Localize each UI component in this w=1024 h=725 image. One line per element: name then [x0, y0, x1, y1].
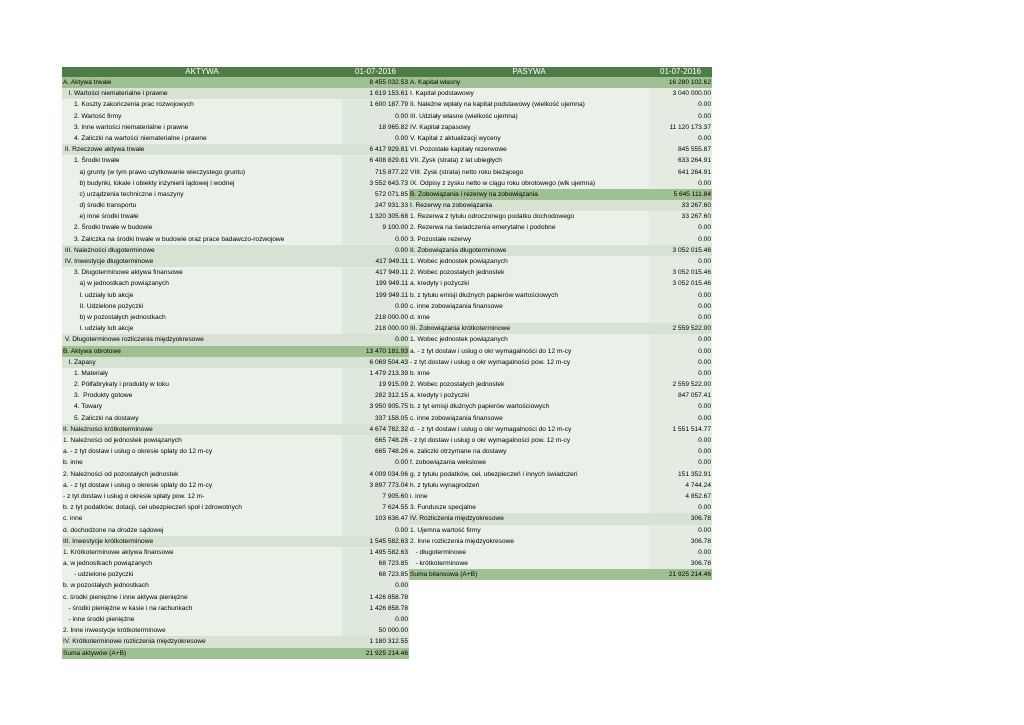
- aktywa-value: 1 320 305.68: [342, 211, 409, 222]
- aktywa-value: 1 600 187.79: [342, 99, 409, 110]
- aktywa-value: 6 069 504.43: [342, 357, 409, 368]
- aktywa-row: [62, 513, 409, 524]
- pasywa-row: [409, 267, 712, 278]
- pasywa-row: [409, 278, 712, 289]
- pasywa-value: 845 555.87: [649, 144, 712, 155]
- pasywa-value: 0.00: [649, 401, 712, 412]
- pasywa-value: 0.00: [649, 547, 712, 558]
- aktywa-row: [62, 491, 409, 502]
- aktywa-label: II. Należności krótkoterminowe: [62, 424, 342, 435]
- pasywa-row: [409, 88, 712, 99]
- aktywa-value: 3 950 905.75: [342, 401, 409, 412]
- aktywa-value: 0.00: [342, 133, 409, 144]
- aktywa-row: [62, 334, 409, 345]
- pasywa-label: - z tyt dostaw i usług o okr wymagalności pow. 12 m-cy: [409, 357, 649, 368]
- aktywa-label: I. Zapasy: [62, 357, 342, 368]
- aktywa-label: c. inne: [62, 513, 342, 524]
- aktywa-row: [62, 569, 409, 580]
- pasywa-row: [409, 413, 712, 424]
- aktywa-row: [62, 580, 409, 591]
- pasywa-label: VII. Zysk (strata) z lat ubiegłych: [409, 155, 649, 166]
- pasywa-value: 33 267.60: [649, 211, 712, 222]
- aktywa-row: [62, 267, 409, 278]
- pasywa-label: f. zobowiązania wekslowe: [409, 457, 649, 468]
- pasywa-label: 3. Fundusze specjalne: [409, 502, 649, 513]
- aktywa-label: 2. Środki trwałe w budowie: [62, 222, 342, 233]
- pasywa-row: [409, 390, 712, 401]
- pasywa-value: 2 559 522.00: [649, 379, 712, 390]
- pasywa-value: 0.00: [649, 368, 712, 379]
- aktywa-label: I. udziały lub akcje: [62, 323, 342, 334]
- aktywa-row: [62, 390, 409, 401]
- pasywa-row: [409, 368, 712, 379]
- pasywa-value: 2 559 522.00: [649, 323, 712, 334]
- aktywa-value: 1 495 582.63: [342, 547, 409, 558]
- aktywa-value: 0.00: [342, 614, 409, 625]
- pasywa-row: [409, 290, 712, 301]
- pasywa-label: g. z tytułu podatków, ceł, ubezpieczeń i innych świadczeń: [409, 469, 649, 480]
- aktywa-row: [62, 614, 409, 625]
- pasywa-row: [409, 457, 712, 468]
- pasywa-label: 2. Rezerwa na świadczenia emerytalne i podobne: [409, 222, 649, 233]
- pasywa-row: [409, 167, 712, 178]
- aktywa-row: [62, 424, 409, 435]
- aktywa-row: [62, 592, 409, 603]
- pasywa-value: 4 744.24: [649, 480, 712, 491]
- pasywa-row: [409, 234, 712, 245]
- aktywa-label: 3. Produkty gotowe: [62, 390, 342, 401]
- pasywa-value: 0.00: [649, 525, 712, 536]
- aktywa-row: [62, 111, 409, 122]
- aktywa-row: [62, 413, 409, 424]
- pasywa-value: 0.00: [649, 435, 712, 446]
- pasywa-value: 3 052 015.46: [649, 278, 712, 289]
- aktywa-label: 4. Zaliczki na wartości niematerialne i prawne: [62, 133, 342, 144]
- aktywa-label: 4. Towary: [62, 401, 342, 412]
- pasywa-row: [409, 222, 712, 233]
- aktywa-row: [62, 312, 409, 323]
- pasywa-label: Suma bilansowa (A+B): [409, 569, 649, 580]
- pasywa-label: II. Zobowiązania długoterminowe: [409, 245, 649, 256]
- aktywa-value: 6 408 829.81: [342, 155, 409, 166]
- pasywa-row: [409, 111, 712, 122]
- aktywa-row: [62, 525, 409, 536]
- aktywa-label: c. środki pieniężne i inne aktywa pieniężne: [62, 592, 342, 603]
- aktywa-label: b) budynki, lokale i obiekty inżynierii lądowej i wodnej: [62, 178, 342, 189]
- pasywa-value: 0.00: [649, 502, 712, 513]
- aktywa-row: [62, 301, 409, 312]
- aktywa-value: 572 071.85: [342, 189, 409, 200]
- pasywa-row: [409, 200, 712, 211]
- pasywa-value: 3 052 015.46: [649, 267, 712, 278]
- pasywa-row: [409, 301, 712, 312]
- aktywa-label: 2. Inne inwestycje krótkoterminowe: [62, 625, 342, 636]
- aktywa-value: 715 877.22: [342, 167, 409, 178]
- pasywa-value: 641 264.91: [649, 167, 712, 178]
- aktywa-label: - udzielone pożyczki: [62, 569, 342, 580]
- aktywa-label: b. z tyt podatków, dotacji, ceł ubezpieczeń społ i zdrowotnych: [62, 502, 342, 513]
- pasywa-row: [409, 178, 712, 189]
- aktywa-value: 0.00: [342, 580, 409, 591]
- pasywa-label: I. Rezerwy na zobowiązania: [409, 200, 649, 211]
- pasywa-row: [409, 155, 712, 166]
- aktywa-row: [62, 346, 409, 357]
- aktywa-row: [62, 401, 409, 412]
- aktywa-label: II. Rzeczowe aktywa trwałe: [62, 144, 342, 155]
- aktywa-value: 8 455 032.53: [342, 77, 409, 88]
- aktywa-value: 1 426 858.78: [342, 603, 409, 614]
- aktywa-label: e) inne środki trwałe: [62, 211, 342, 222]
- pasywa-label: 1. Wobec jednostek powiązanych: [409, 256, 649, 267]
- aktywa-label: III. Należności długoterminowe: [62, 245, 342, 256]
- pasywa-value: 0.00: [649, 457, 712, 468]
- aktywa-label: I. udziały lub akcje: [62, 290, 342, 301]
- aktywa-value: 68 723.85: [342, 558, 409, 569]
- aktywa-label: a) grunty (w tym prawo uzytkowanie wieczystego gruntu): [62, 167, 342, 178]
- pasywa-label: 2. Wobec pozostałych jednostek: [409, 379, 649, 390]
- aktywa-label: I. Wartości niematerialne i prawne: [62, 88, 342, 99]
- pasywa-value: 0.00: [649, 346, 712, 357]
- pasywa-value: 151 352.91: [649, 469, 712, 480]
- aktywa-label: 2. Półfabrykaty i produkty w toku: [62, 379, 342, 390]
- pasywa-value: 1 551 514.77: [649, 424, 712, 435]
- aktywa-label: Suma aktywów (A+B): [62, 648, 342, 659]
- pasywa-label: B. Zobowiązania i rezerwy na zobowiązania: [409, 189, 649, 200]
- aktywa-label: a. w jednostkach powiązanych: [62, 558, 342, 569]
- aktywa-value: 199 949.11: [342, 278, 409, 289]
- pasywa-row: [409, 77, 712, 88]
- aktywa-row: [62, 457, 409, 468]
- aktywa-label: 3. Inne wartości niematerialne i prawne: [62, 122, 342, 133]
- aktywa-row: [62, 133, 409, 144]
- aktywa-value: 282 312.15: [342, 390, 409, 401]
- pasywa-row: [409, 312, 712, 323]
- aktywa-label: a) w jednostkach powiązanych: [62, 278, 342, 289]
- pasywa-label: a. - z tyt dostaw i usług o okr wymagalności do 12 m-cy: [409, 346, 649, 357]
- aktywa-row: [62, 211, 409, 222]
- aktywa-label: A. Aktywa trwałe: [62, 77, 342, 88]
- pasywa-value: 5 645 111.84: [649, 189, 712, 200]
- aktywa-value: 218 000.00: [342, 323, 409, 334]
- aktywa-row: [62, 155, 409, 166]
- pasywa-row: [409, 491, 712, 502]
- pasywa-row: [409, 346, 712, 357]
- aktywa-value: 247 931.33: [342, 200, 409, 211]
- aktywa-value: 0.00: [342, 111, 409, 122]
- pasywa-label: A. Kapitał własny: [409, 77, 649, 88]
- aktywa-label: - inne środki pieniężne: [62, 614, 342, 625]
- aktywa-row: [62, 469, 409, 480]
- pasywa-value: 0.00: [649, 111, 712, 122]
- aktywa-label: 1. Środki trwałe: [62, 155, 342, 166]
- aktywa-value: 3 897 773.04: [342, 480, 409, 491]
- pasywa-value: 21 925 214.46: [649, 569, 712, 580]
- aktywa-label: 3. Zaliczka na środki trwałe w budowie oraz prace badawczo-rozwojowe: [62, 234, 342, 245]
- aktywa-label: 3. Długoterminowe aktywa finansowe: [62, 267, 342, 278]
- pasywa-row: [409, 99, 712, 110]
- aktywa-value: 103 636.47: [342, 513, 409, 524]
- aktywa-value: 199 949.11: [342, 290, 409, 301]
- pasywa-value: 633 264.91: [649, 155, 712, 166]
- pasywa-value: 306.78: [649, 513, 712, 524]
- pasywa-row: [409, 323, 712, 334]
- aktywa-label: - z tyt dostaw i usług o okresie spłaty pow. 12 m-: [62, 491, 342, 502]
- aktywa-value: 4 009 034.06: [342, 469, 409, 480]
- aktywa-label: IV. Inwestycje długoterminowe: [62, 256, 342, 267]
- aktywa-label: a. - z tyt dostaw i usług o okresie spłaty do 12 m-cy: [62, 446, 342, 457]
- aktywa-row: [62, 648, 409, 659]
- pasywa-value: 0.00: [649, 256, 712, 267]
- pasywa-value: 0.00: [649, 99, 712, 110]
- pasywa-value: 0.00: [649, 133, 712, 144]
- pasywa-value: 0.00: [649, 446, 712, 457]
- aktywa-label: III. Inwestycje krótkoterminowe: [62, 536, 342, 547]
- balance-sheet: [62, 67, 712, 659]
- pasywa-label: IV. Rozliczenia międzyokresowe: [409, 513, 649, 524]
- aktywa-row: [62, 144, 409, 155]
- pasywa-label: h. z tytułu wynagrodzeń: [409, 480, 649, 491]
- aktywa-row: [62, 547, 409, 558]
- pasywa-row: [409, 133, 712, 144]
- aktywa-value: 0.00: [342, 301, 409, 312]
- aktywa-label: B. Aktywa obrotowe: [62, 346, 342, 357]
- pasywa-label: 3. Pozostałe rezerwy: [409, 234, 649, 245]
- aktywa-column: [62, 77, 409, 659]
- pasywa-label: a. kredyty i pożyczki: [409, 278, 649, 289]
- pasywa-value: 11 120 173.37: [649, 122, 712, 133]
- pasywa-label: III. Udziały własne (wielkość ujemna): [409, 111, 649, 122]
- aktywa-value: 0.00: [342, 245, 409, 256]
- aktywa-value: 1 426 858.78: [342, 592, 409, 603]
- pasywa-row: [409, 256, 712, 267]
- aktywa-value: 0.00: [342, 234, 409, 245]
- pasywa-label: IX. Odpisy z zysku netto w ciągu roku obrotowego (wlk ujemna): [409, 178, 649, 189]
- aktywa-date-header: 01-07-2016: [355, 67, 396, 76]
- pasywa-value: 0.00: [649, 178, 712, 189]
- pasywa-label: 2. Inne rozliczenia międzyokresowe: [409, 536, 649, 547]
- pasywa-row: [409, 558, 712, 569]
- aktywa-row: [62, 278, 409, 289]
- pasywa-value: 306.78: [649, 536, 712, 547]
- aktywa-label: d) środki transportu: [62, 200, 342, 211]
- pasywa-label: 1. Rezerwa z tytułu odroczonego podatku dochodowego: [409, 211, 649, 222]
- aktywa-row: [62, 368, 409, 379]
- pasywa-row: [409, 424, 712, 435]
- aktywa-value: 0.00: [342, 334, 409, 345]
- aktywa-label: a. - z tyt dostaw i usług o okresie spłaty do 12 m-cy: [62, 480, 342, 491]
- pasywa-label: b. z tyt emisji dłużnych papierów wartościowych: [409, 401, 649, 412]
- pasywa-row: [409, 357, 712, 368]
- pasywa-row: [409, 502, 712, 513]
- aktywa-label: 5. Zaliczki na dostawy: [62, 413, 342, 424]
- pasywa-label: e. zaliczki otrzymane na dostawy: [409, 446, 649, 457]
- pasywa-label: 1. Ujemna wartość firmy: [409, 525, 649, 536]
- aktywa-value: 3 552 643.73: [342, 178, 409, 189]
- aktywa-label: d. dochodzone na drodze sądowej: [62, 525, 342, 536]
- aktywa-label: V. Długoterminowe rozliczenia międzyokresowe: [62, 334, 342, 345]
- pasywa-value: 0.00: [649, 312, 712, 323]
- aktywa-label: b) w pozostałych jednostkach: [62, 312, 342, 323]
- aktywa-label: 1. Należności od jednostek powiązanych: [62, 435, 342, 446]
- pasywa-label: IV. Kapitał zapasowy: [409, 122, 649, 133]
- aktywa-row: [62, 502, 409, 513]
- pasywa-value: 3 040 000.00: [649, 88, 712, 99]
- aktywa-row: [62, 625, 409, 636]
- aktywa-row: [62, 122, 409, 133]
- pasywa-value: 0.00: [649, 290, 712, 301]
- aktywa-row: [62, 256, 409, 267]
- pasywa-label: a. kredyty i pożyczki: [409, 390, 649, 401]
- aktywa-row: [62, 435, 409, 446]
- aktywa-label: 2. Wartość firmy: [62, 111, 342, 122]
- aktywa-row: [62, 200, 409, 211]
- pasywa-value: 4 852.67: [649, 491, 712, 502]
- aktywa-value: 9 100.00: [342, 222, 409, 233]
- aktywa-row: [62, 480, 409, 491]
- pasywa-value: 0.00: [649, 334, 712, 345]
- pasywa-row: [409, 536, 712, 547]
- aktywa-row: [62, 323, 409, 334]
- aktywa-row: [62, 167, 409, 178]
- pasywa-label: - z tyt dostaw i usług o okr wymagalności pow. 12 m-cy: [409, 435, 649, 446]
- aktywa-row: [62, 88, 409, 99]
- aktywa-value: 6 417 929.81: [342, 144, 409, 155]
- pasywa-label: - długoterminowe: [409, 547, 649, 558]
- pasywa-value: 16 280 102.62: [649, 77, 712, 88]
- pasywa-value: 0.00: [649, 301, 712, 312]
- pasywa-label: II. Należne wpłaty na kapitał podstawowy (wielkość ujemna): [409, 99, 649, 110]
- aktywa-value: 417 949.11: [342, 267, 409, 278]
- pasywa-value: 0.00: [649, 357, 712, 368]
- aktywa-row: [62, 558, 409, 569]
- pasywa-value: 847 057.41: [649, 390, 712, 401]
- pasywa-row: [409, 379, 712, 390]
- pasywa-label: III. Zobowiązania krótkoterminowe: [409, 323, 649, 334]
- aktywa-label: b. w pozostałych jednostkach: [62, 580, 342, 591]
- aktywa-row: [62, 636, 409, 647]
- pasywa-header: PASYWA: [512, 67, 546, 76]
- pasywa-label: 2. Wobec pozostałych jednostek: [409, 267, 649, 278]
- aktywa-header: AKTYWA: [185, 67, 219, 76]
- pasywa-row: [409, 144, 712, 155]
- aktywa-value: 218 000.00: [342, 312, 409, 323]
- pasywa-label: b. inne: [409, 368, 649, 379]
- pasywa-label: V. Kapitał z aktualizacji wyceny: [409, 133, 649, 144]
- pasywa-label: - krótkoterminowe: [409, 558, 649, 569]
- pasywa-label: d. - z tyt dostaw i usług o okr wymagalności do 12 m-cy: [409, 424, 649, 435]
- aktywa-value: 19 915.09: [342, 379, 409, 390]
- pasywa-row: [409, 480, 712, 491]
- aktywa-label: II. Udzielone pożyczki: [62, 301, 342, 312]
- pasywa-row: [409, 469, 712, 480]
- pasywa-row: [409, 245, 712, 256]
- pasywa-label: VIII. Zysk (strata) netto roku bieżącego: [409, 167, 649, 178]
- aktywa-value: 417 949.11: [342, 256, 409, 267]
- pasywa-row: [409, 189, 712, 200]
- aktywa-label: 1. Krótkoterminowe aktywa finansowe: [62, 547, 342, 558]
- pasywa-label: 1. Wobec jednostek powiązanych: [409, 334, 649, 345]
- pasywa-value: 306.78: [649, 558, 712, 569]
- pasywa-row: [409, 547, 712, 558]
- aktywa-value: 1 479 213.39: [342, 368, 409, 379]
- pasywa-label: b. z tytułu emisji dłużnych papierów wartościowych: [409, 290, 649, 301]
- pasywa-label: c. inne zobowiązania finansowe: [409, 301, 649, 312]
- aktywa-row: [62, 290, 409, 301]
- aktywa-label: - środki pieniężne w kasie i na rachunkach: [62, 603, 342, 614]
- pasywa-column: [409, 77, 712, 659]
- aktywa-value: 13 470 181.93: [342, 346, 409, 357]
- aktywa-value: 1 180 312.55: [342, 636, 409, 647]
- aktywa-row: [62, 234, 409, 245]
- aktywa-value: 7 624.55: [342, 502, 409, 513]
- pasywa-row: [409, 525, 712, 536]
- pasywa-value: 3 052 015.46: [649, 245, 712, 256]
- pasywa-row: [409, 401, 712, 412]
- aktywa-value: 665 748.26: [342, 435, 409, 446]
- aktywa-value: 1 619 153.61: [342, 88, 409, 99]
- aktywa-row: [62, 99, 409, 110]
- pasywa-row: [409, 569, 712, 580]
- aktywa-value: 0.00: [342, 525, 409, 536]
- aktywa-value: 50 000.00: [342, 625, 409, 636]
- aktywa-row: [62, 379, 409, 390]
- pasywa-row: [409, 211, 712, 222]
- pasywa-value: 33 267.60: [649, 200, 712, 211]
- pasywa-label: i. inne: [409, 491, 649, 502]
- aktywa-label: IV. Krótkoterminowe rozliczenia międzyokresowe: [62, 636, 342, 647]
- aktywa-value: 665 748.26: [342, 446, 409, 457]
- pasywa-label: VI. Pozostałe kapitały rezerwowe: [409, 144, 649, 155]
- aktywa-value: 21 925 214.46: [342, 648, 409, 659]
- pasywa-row: [409, 513, 712, 524]
- pasywa-date-header: 01-07-2016: [660, 67, 701, 76]
- aktywa-label: 2. Należności od pozostałych jednostek: [62, 469, 342, 480]
- aktywa-value: 18 965.82: [342, 122, 409, 133]
- aktywa-value: 4 674 782.32: [342, 424, 409, 435]
- pasywa-row: [409, 334, 712, 345]
- pasywa-value: 0.00: [649, 222, 712, 233]
- aktywa-row: [62, 446, 409, 457]
- aktywa-row: [62, 189, 409, 200]
- pasywa-label: d. inne: [409, 312, 649, 323]
- aktywa-label: 1. Koszty zakończenia prac rozwojowych: [62, 99, 342, 110]
- pasywa-label: I. Kapitał podstawowy: [409, 88, 649, 99]
- aktywa-label: 1. Materiały: [62, 368, 342, 379]
- aktywa-row: [62, 536, 409, 547]
- aktywa-row: [62, 245, 409, 256]
- header-row: [62, 67, 712, 77]
- aktywa-value: 1 545 582.63: [342, 536, 409, 547]
- aktywa-value: 7 905.60: [342, 491, 409, 502]
- pasywa-label: c. inne zobowiązania finansowe: [409, 413, 649, 424]
- pasywa-row: [409, 435, 712, 446]
- aktywa-value: 337 158.05: [342, 413, 409, 424]
- pasywa-row: [409, 122, 712, 133]
- pasywa-value: 0.00: [649, 234, 712, 245]
- aktywa-row: [62, 357, 409, 368]
- aktywa-row: [62, 77, 409, 88]
- aktywa-value: 68 723.85: [342, 569, 409, 580]
- pasywa-row: [409, 446, 712, 457]
- pasywa-value: 0.00: [649, 413, 712, 424]
- aktywa-row: [62, 603, 409, 614]
- aktywa-label: c) urządzenia techniczne i maszyny: [62, 189, 342, 200]
- aktywa-value: 0.00: [342, 457, 409, 468]
- aktywa-row: [62, 178, 409, 189]
- aktywa-label: b. inne: [62, 457, 342, 468]
- aktywa-row: [62, 222, 409, 233]
